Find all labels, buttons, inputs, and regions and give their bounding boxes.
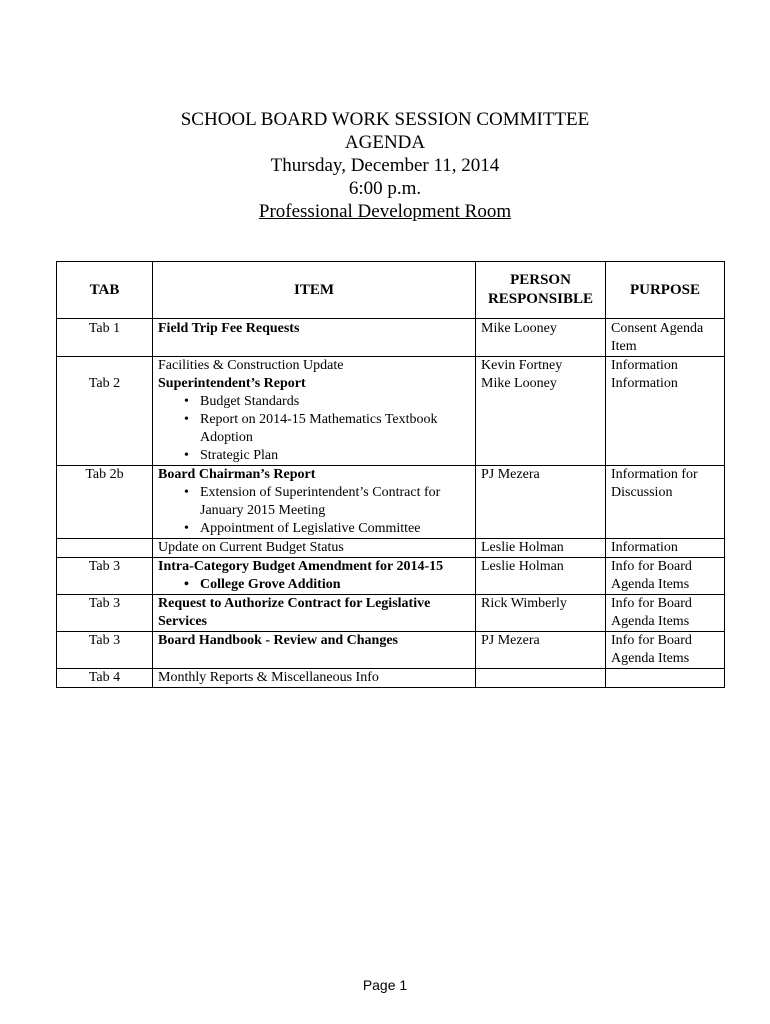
row-person: PJ Mezera [476,466,606,539]
row-person: PJ Mezera [476,632,606,669]
agenda-row [57,466,725,539]
bullet-item: • Budget Standards [200,393,470,411]
agenda-row [57,595,725,632]
agenda-table [56,261,725,688]
row-purpose [606,669,725,688]
row-tab: Tab 4 [57,669,153,688]
row-purpose: Information [606,539,725,558]
bullet-item: • Report on 2014-15 Mathematics Textbook Adoption [200,411,470,447]
agenda-header-row [57,262,725,319]
row-item: Board Chairman’s Report [158,467,316,482]
row-item-bullets [158,576,470,594]
row-person: Mike Looney [476,319,606,357]
row-person: Kevin Fortney [476,357,606,376]
row-item-bullets [158,484,470,538]
row-tab: Tab 2b [57,466,153,539]
row-purpose: Info for Board Agenda Items [606,558,725,595]
row-item-bullets [158,393,470,465]
meeting-time: 6:00 p.m. [348,178,422,199]
row-person: Leslie Holman [476,558,606,595]
row-person: Leslie Holman [476,539,606,558]
col-header-person-line2: RESPONSIBLE [487,291,594,307]
agenda-row [57,632,725,669]
agenda-row [57,539,725,558]
agenda-row [57,357,725,376]
row-item: Board Handbook - Review and Changes [153,632,476,669]
row-item-cell [153,466,476,539]
col-header-person-line1: PERSON [510,272,571,288]
row-item: Intra-Category Budget Amendment for 2014-15 [158,559,444,574]
row-purpose: Information for Discussion [606,466,725,539]
page-number: Page 1 [362,977,408,993]
row-item: Facilities & Construction Update [153,357,476,376]
agenda-row [57,319,725,357]
row-item-cell [153,375,476,466]
row-purpose: Information [606,357,725,376]
row-tab: Tab 1 [57,319,153,357]
document-subtitle: AGENDA [344,132,426,153]
row-purpose: Info for Board Agenda Items [606,595,725,632]
row-person [476,669,606,688]
agenda-row [57,669,725,688]
meeting-location: Professional Development Room [258,201,512,222]
row-tab: Tab 2 [57,375,153,466]
col-header-person [476,262,606,319]
row-item: Field Trip Fee Requests [153,319,476,357]
document-title: SCHOOL BOARD WORK SESSION COMMITTEE [180,109,590,130]
col-header-purpose: PURPOSE [606,262,725,319]
row-purpose: Info for Board Agenda Items [606,632,725,669]
col-header-item: ITEM [153,262,476,319]
row-item: Request to Authorize Contract for Legislative Services [153,595,476,632]
agenda-header [0,108,770,223]
bullet-item: • Appointment of Legislative Committee [200,520,470,538]
row-purpose: Information [606,375,725,466]
row-tab [57,539,153,558]
bullet-item: • Extension of Superintendent’s Contract for January 2015 Meeting [200,484,470,520]
row-tab [57,357,153,376]
agenda-row [57,558,725,595]
row-item: Monthly Reports & Miscellaneous Info [153,669,476,688]
row-tab: Tab 3 [57,558,153,595]
meeting-date: Thursday, December 11, 2014 [270,155,500,176]
row-item: Superintendent’s Report [158,376,306,391]
bullet-item: • College Grove Addition [200,576,470,594]
row-item-cell [153,558,476,595]
row-person: Mike Looney [476,375,606,466]
bullet-item: • Strategic Plan [200,447,470,465]
row-person: Rick Wimberly [476,595,606,632]
row-item: Update on Current Budget Status [153,539,476,558]
agenda-row [57,375,725,466]
row-tab: Tab 3 [57,632,153,669]
row-tab: Tab 3 [57,595,153,632]
row-purpose: Consent Agenda Item [606,319,725,357]
col-header-tab: TAB [57,262,153,319]
